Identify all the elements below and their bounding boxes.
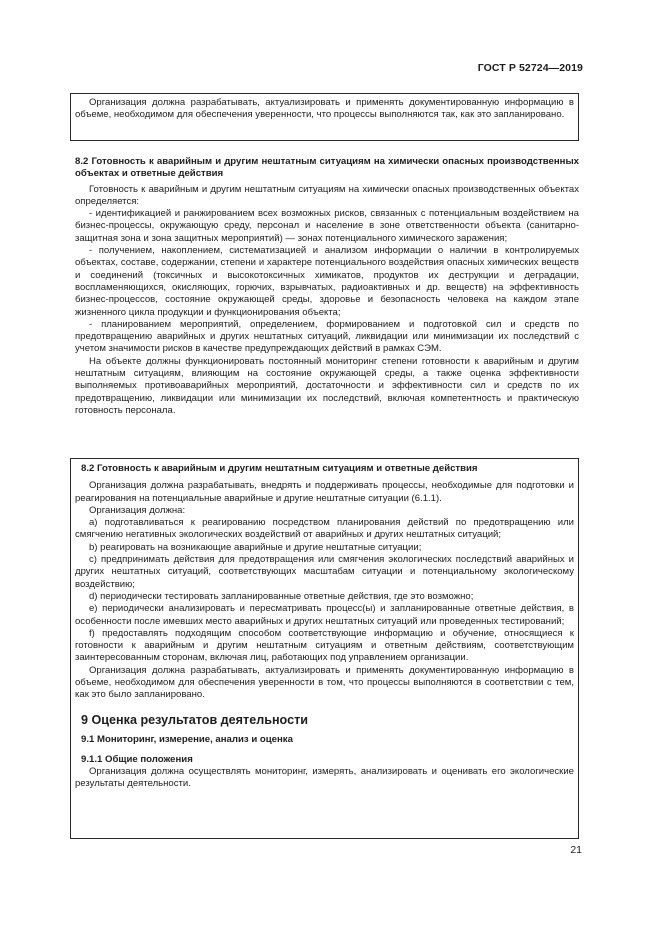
list-item-planning: - планированием мероприятий, определением, формированием и подготовкой сил и средств по предотвращению аварийных и других нештатных ситуаций, ликвидации или минимизации их последствий с учетом значимости рисков в качестве предупреждающих действий в рамках СЭМ. [75,318,579,355]
document-standard-number: ГОСТ Р 52724—2019 [477,62,583,74]
section-heading-9-1: 9.1 Мониторинг, измерение, анализ и оценка [81,733,293,745]
paragraph-processes: Организация должна разрабатывать, внедрять и поддерживать процессы, необходимые для подготовки и реагирования на потенциальные аварийные и другие нештатные ситуации (6.1.1). [75,480,574,504]
list-item-risks: - идентификацией и ранжированием всех возможных рисков, связанных с потенциальным воздействием на бизнес-процессы, окружающую среду, персонал и население в зоне ответственности объекта (санитарно-защитная зона и зона защитных мероприятий) — зонах потенциального химического заражения; [75,208,579,244]
list-item-b: b) реагировать на возникающие аварийные и другие нештатные ситуации; [89,541,422,553]
paragraph-organization-shall: Организация должна: [89,504,186,516]
list-item-e: e) периодически анализировать и пересматривать процесс(ы) и запланированные ответные действия, в особенности после имевших место аварийных и других нештатных ситуаций или проведенных тестирований; [75,603,574,627]
paragraph-monitoring-results: Организация должна осуществлять мониторинг, измерять, анализировать и оценивать его экологические результаты деятельности. [75,765,574,789]
list-item-d: d) периодически тестировать запланированные ответные действия, где это возможно; [89,590,474,602]
paragraph-documented-info: Организация должна разрабатывать, актуализировать и применять документированную информацию в объеме, необходимом для обеспечения уверенности в том, что процессы выполняются в соответствии с тем, как это было запланировано. [75,664,574,701]
list-item-f: f) предоставлять подходящим способом соответствующие информацию и обучение, относящиеся к готовности к аварийным и другим нештатным ситуациям и ответным действиям, соответствующим заинтересованным сторонам, включая лиц, работающих под управлением организации. [75,627,574,664]
list-item-information: - получением, накоплением, систематизацией и анализом информации о наличии в контролируемых объектах, составе, содержании, степени и характере потенциального воздействия опасных химических веществ и соединений (токсичных и высокотоксичных химикатов, продуктов их деструкции и деградации, воспламеняющихся, окисляющих, горючих, взрывчатых, радиоактивных и др. веществ) на эффективность бизнес-процессов, состояние окружающей среды, здоровье и безопасность человека на каждом этапе жизненного цикла продукции и функционирования объекта; [75,245,579,318]
paragraph-intro: Готовность к аварийным и другим нештатным ситуациям на химически опасных производственных объектах определяется: [75,183,579,207]
list-item-c: c) предпринимать действия для предотвращения или смягчения экологических последствий аварийных и других нештатных ситуаций, соответствующих масштабам ситуации и потенциальному экологическому воздействию; [75,554,574,590]
paragraph-monitoring: На объекте должны функционировать постоянный мониторинг степени готовности к аварийным и другим нештатным ситуациям, влияющим на состояние окружающей среды, а также оценка эффективности выполняемых противоаварийных мероприятий, достаточности и эффективности сил и средств по их предотвращению, ликвидации или минимизации их последствий, включая компетентность и практическую готовность персонала. [75,355,579,416]
section-heading-9: 9 Оценка результатов деятельности [81,712,308,727]
section-8-2-national-text [75,156,579,417]
quote-paragraph: Организация должна разрабатывать, актуализировать и применять документированную информацию в объеме, необходимом для обеспечения уверенности, что процессы выполняются так, как это запланировано. [75,97,574,121]
section-heading-9-1-1: 9.1.1 Общие положения [81,753,193,765]
section-heading-8-2: 8.2 Готовность к аварийным и другим нештатным ситуациям и ответные действия [81,463,478,474]
standard-quote-box-top [70,93,579,141]
standard-quote-box-main [70,458,579,839]
page-number: 21 [570,844,582,856]
section-heading-8-2-chemical: 8.2 Готовность к аварийным и другим нештатным ситуациям на химически опасных производственных объектах и ответные действия [75,156,579,180]
list-item-a: a) подготавливаться к реагированию посредством планирования действий по предотвращению или смягчению негативных экологических воздействий от аварийных и других нештатных ситуаций; [75,517,574,541]
